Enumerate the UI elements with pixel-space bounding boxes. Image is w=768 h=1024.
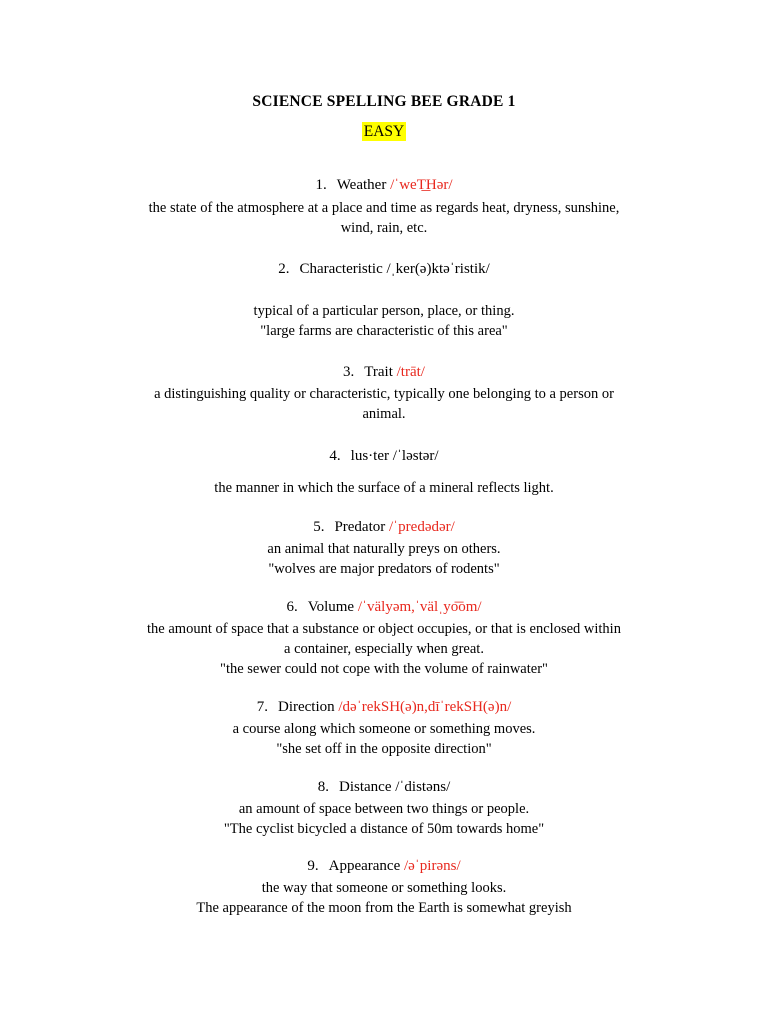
- definition-line: typical of a particular person, place, or thing.: [253, 303, 515, 319]
- definition-line: the amount of space that a substance or object occupies, or that is enclosed within: [147, 621, 621, 637]
- entry-word: lus·ter: [350, 448, 389, 464]
- entry-word: Direction: [277, 699, 335, 715]
- definition-line: animal.: [362, 406, 406, 422]
- entry-1-heading: [0, 176, 768, 195]
- entry-4-definition: [0, 478, 768, 498]
- definition-line: The appearance of the moon from the Earth is somewhat greyish: [196, 900, 572, 916]
- entry-number: 2.: [278, 261, 290, 277]
- entry-8-heading: [0, 778, 768, 797]
- entry-2-heading: [0, 260, 768, 279]
- entry-5-definition: [0, 539, 768, 579]
- entry-pronunciation: /ˈvälyəm,ˈvälˌyo͞om/: [357, 599, 482, 615]
- entry-word: Weather: [336, 177, 387, 193]
- entry-word: Appearance: [328, 858, 401, 874]
- entry-word: Distance: [339, 779, 392, 795]
- entry-word: Volume: [307, 599, 355, 615]
- entry-3-definition: [0, 384, 768, 424]
- entry-word: Trait: [364, 364, 393, 380]
- difficulty-level-highlight: EASY: [363, 123, 405, 140]
- definition-line: "The cyclist bicycled a distance of 50m towards home": [223, 821, 545, 837]
- entry-word: Characteristic: [299, 261, 383, 277]
- entry-pronunciation: /ˌker(ə)ktəˈristik/: [386, 261, 490, 277]
- entry-pronunciation: /ˈpredədər/: [389, 519, 455, 535]
- entry-5-heading: [0, 518, 768, 537]
- entry-9-heading: [0, 857, 768, 876]
- entry-1-definition: [0, 198, 768, 238]
- definition-line: the way that someone or something looks.: [261, 880, 507, 896]
- definition-line: "large farms are characteristic of this area": [260, 323, 508, 339]
- entry-pronunciation: /ˈdistəns/: [395, 779, 451, 795]
- entry-number: 5.: [313, 519, 325, 535]
- difficulty-level: [0, 123, 768, 141]
- entry-pronunciation: /dəˈrekSH(ə)n,dīˈrekSH(ə)n/: [338, 699, 512, 715]
- entry-6-heading: [0, 598, 768, 617]
- entry-number: 1.: [315, 177, 327, 193]
- entry-pronunciation: /ˈləstər/: [392, 448, 439, 464]
- definition-line: "the sewer could not cope with the volume of rainwater": [220, 661, 548, 677]
- definition-line: "she set off in the opposite direction": [276, 741, 492, 757]
- page-title: SCIENCE SPELLING BEE GRADE 1: [252, 93, 516, 110]
- entry-pronunciation: /əˈpirəns/: [403, 858, 461, 874]
- entry-7-heading: [0, 698, 768, 717]
- definition-line: an animal that naturally preys on others.: [267, 541, 501, 557]
- entry-number: 6.: [286, 599, 298, 615]
- entry-4-heading: [0, 447, 768, 466]
- entry-pronunciation: /ˈweT͟Hər/: [390, 177, 453, 193]
- definition-line: "wolves are major predators of rodents": [268, 561, 500, 577]
- entry-2-definition: [0, 301, 768, 341]
- definition-line: a container, especially when great.: [284, 641, 484, 657]
- entry-number: 3.: [343, 364, 355, 380]
- definition-line: an amount of space between two things or people.: [238, 801, 530, 817]
- definition-line: the manner in which the surface of a mineral reflects light.: [214, 480, 554, 496]
- entry-number: 9.: [307, 858, 319, 874]
- entry-pronunciation: /trāt/: [396, 364, 425, 380]
- entry-number: 4.: [329, 448, 341, 464]
- entry-number: 8.: [317, 779, 329, 795]
- definition-line: a course along which someone or something moves.: [232, 721, 536, 737]
- entry-6-definition: [0, 619, 768, 679]
- entry-8-definition: [0, 799, 768, 839]
- definition-line: a distinguishing quality or characteristic, typically one belonging to a person or: [154, 386, 614, 402]
- entry-word: Predator: [334, 519, 386, 535]
- entry-9-definition: [0, 878, 768, 918]
- entry-7-definition: [0, 719, 768, 759]
- entry-3-heading: [0, 363, 768, 382]
- definition-line: wind, rain, etc.: [340, 220, 428, 236]
- entry-number: 7.: [256, 699, 268, 715]
- definition-line: the state of the atmosphere at a place and time as regards heat, dryness, sunshine,: [148, 200, 620, 216]
